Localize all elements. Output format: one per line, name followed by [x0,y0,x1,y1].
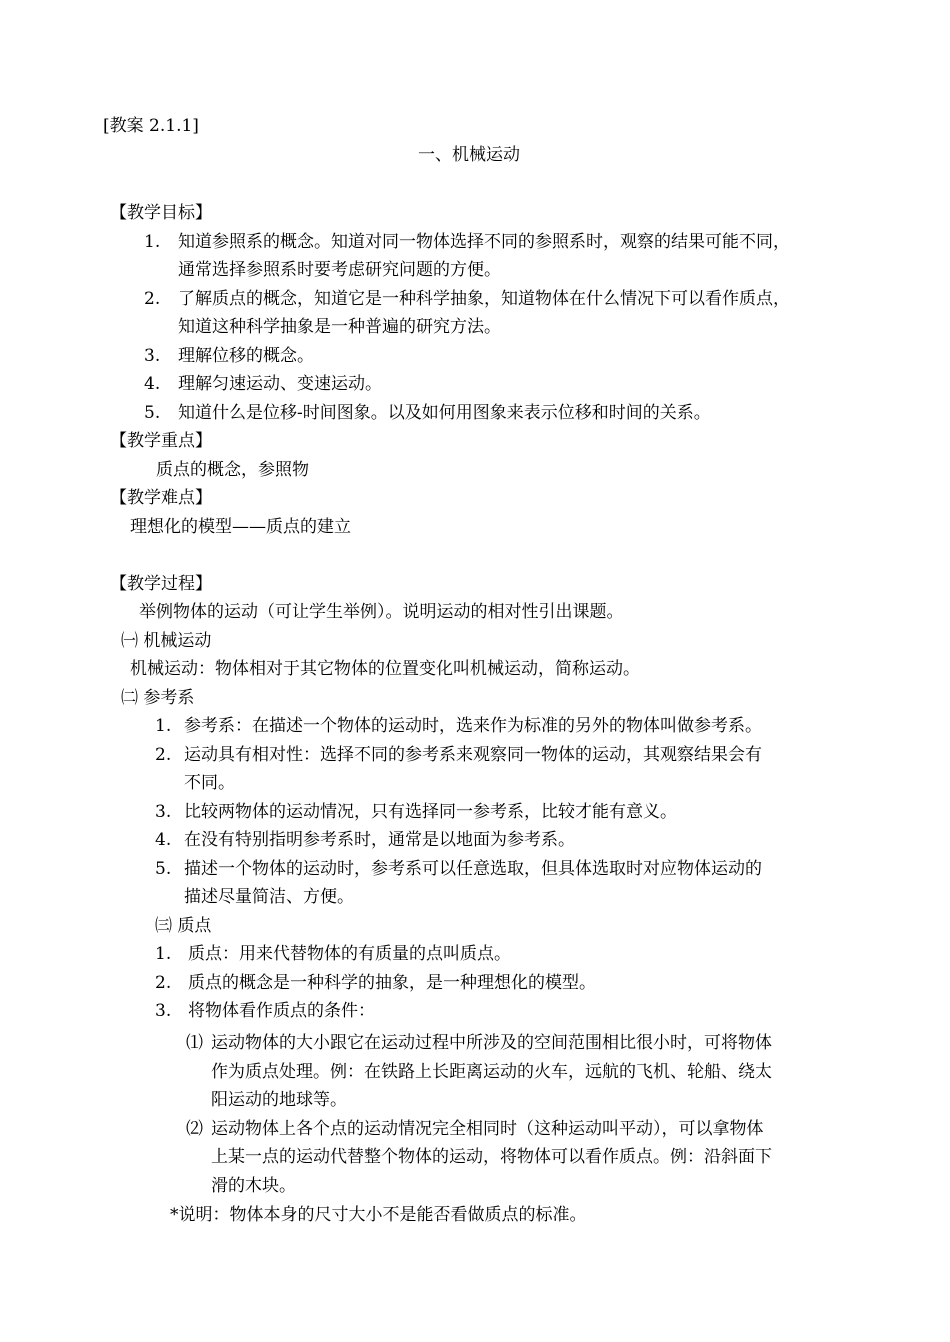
list-item: 质点：用来代替物体的有质量的点叫质点。 [188,944,511,964]
section-heading-key-points: 【教学重点】 [110,431,212,451]
list-number: 2. [155,745,172,765]
condition-text: 运动物体的大小跟它在运动过程中所涉及的空间范围相比很小时，可将物体 [211,1033,772,1053]
objective-number: 1. [144,232,161,252]
objective-text: 理解匀速运动、变速运动。 [178,374,382,394]
objective-number: 5. [144,403,161,423]
list-number: 2. [155,973,172,993]
section-heading-process: 【教学过程】 [110,574,212,594]
lesson-code: [教案 2.1.1] [103,116,199,136]
subsection-heading: ㈢ 质点 [155,916,212,936]
process-intro: 举例物体的运动（可让学生举例）。说明运动的相对性引出课题。 [139,602,624,622]
key-points-text: 质点的概念，参照物 [156,460,309,480]
objective-text: 理解位移的概念。 [178,346,314,366]
definition-text: 机械运动：物体相对于其它物体的位置变化叫机械运动，简称运动。 [130,659,640,679]
condition-text: 阳运动的地球等。 [211,1090,347,1110]
list-item: 比较两物体的运动情况，只有选择同一参考系，比较才能有意义。 [184,802,677,822]
list-number: 1. [155,944,172,964]
subsection-heading: ㈠ 机械运动 [121,631,212,651]
list-number: 5. [155,859,172,879]
condition-text: 上某一点的运动代替整个物体的运动，将物体可以看作质点。例：沿斜面下 [211,1147,772,1167]
objective-number: 4. [144,374,161,394]
section-heading-objectives: 【教学目标】 [110,203,212,223]
condition-text: 作为质点处理。例：在铁路上长距离运动的火车，远航的飞机、轮船、绕太 [211,1062,772,1082]
list-item: 不同。 [184,773,235,793]
list-item: 描述尽量简洁、方便。 [184,887,354,907]
condition-text: 运动物体上各个点的运动情况完全相同时（这种运动叫平动），可以拿物体 [211,1119,764,1139]
objective-text: 知道这种科学抽象是一种普遍的研究方法。 [178,317,501,337]
list-number: 3. [155,1001,172,1021]
note-text: *说明：物体本身的尺寸大小不是能否看做质点的标准。 [170,1205,587,1225]
condition-number: ⑵ [186,1119,203,1139]
objective-number: 3. [144,346,161,366]
objective-text: 了解质点的概念，知道它是一种科学抽象，知道物体在什么情况下可以看作质点， [178,289,790,309]
list-number: 4. [155,830,172,850]
condition-number: ⑴ [186,1033,203,1053]
list-number: 1. [155,716,172,736]
objective-number: 2. [144,289,161,309]
list-item: 参考系：在描述一个物体的运动时，选来作为标准的另外的物体叫做参考系。 [184,716,762,736]
list-item: 在没有特别指明参考系时，通常是以地面为参考系。 [184,830,575,850]
list-item: 质点的概念是一种科学的抽象，是一种理想化的模型。 [188,973,596,993]
list-number: 3. [155,802,172,822]
list-item: 运动具有相对性：选择不同的参考系来观察同一物体的运动，其观察结果会有 [184,745,762,765]
difficulties-text: 理想化的模型——质点的建立 [130,517,351,537]
objective-text: 通常选择参照系时要考虑研究问题的方便。 [178,260,501,280]
subsection-heading: ㈡ 参考系 [121,688,195,708]
page-title: 一、机械运动 [418,145,520,165]
list-item: 将物体看作质点的条件： [188,1001,375,1021]
list-item: 描述一个物体的运动时，参考系可以任意选取，但具体选取时对应物体运动的 [184,859,762,879]
objective-text: 知道什么是位移-时间图象。以及如何用图象来表示位移和时间的关系。 [178,403,711,423]
objective-text: 知道参照系的概念。知道对同一物体选择不同的参照系时，观察的结果可能不同， [178,232,790,252]
condition-text: 滑的木块。 [211,1176,296,1196]
section-heading-difficulties: 【教学难点】 [110,488,212,508]
